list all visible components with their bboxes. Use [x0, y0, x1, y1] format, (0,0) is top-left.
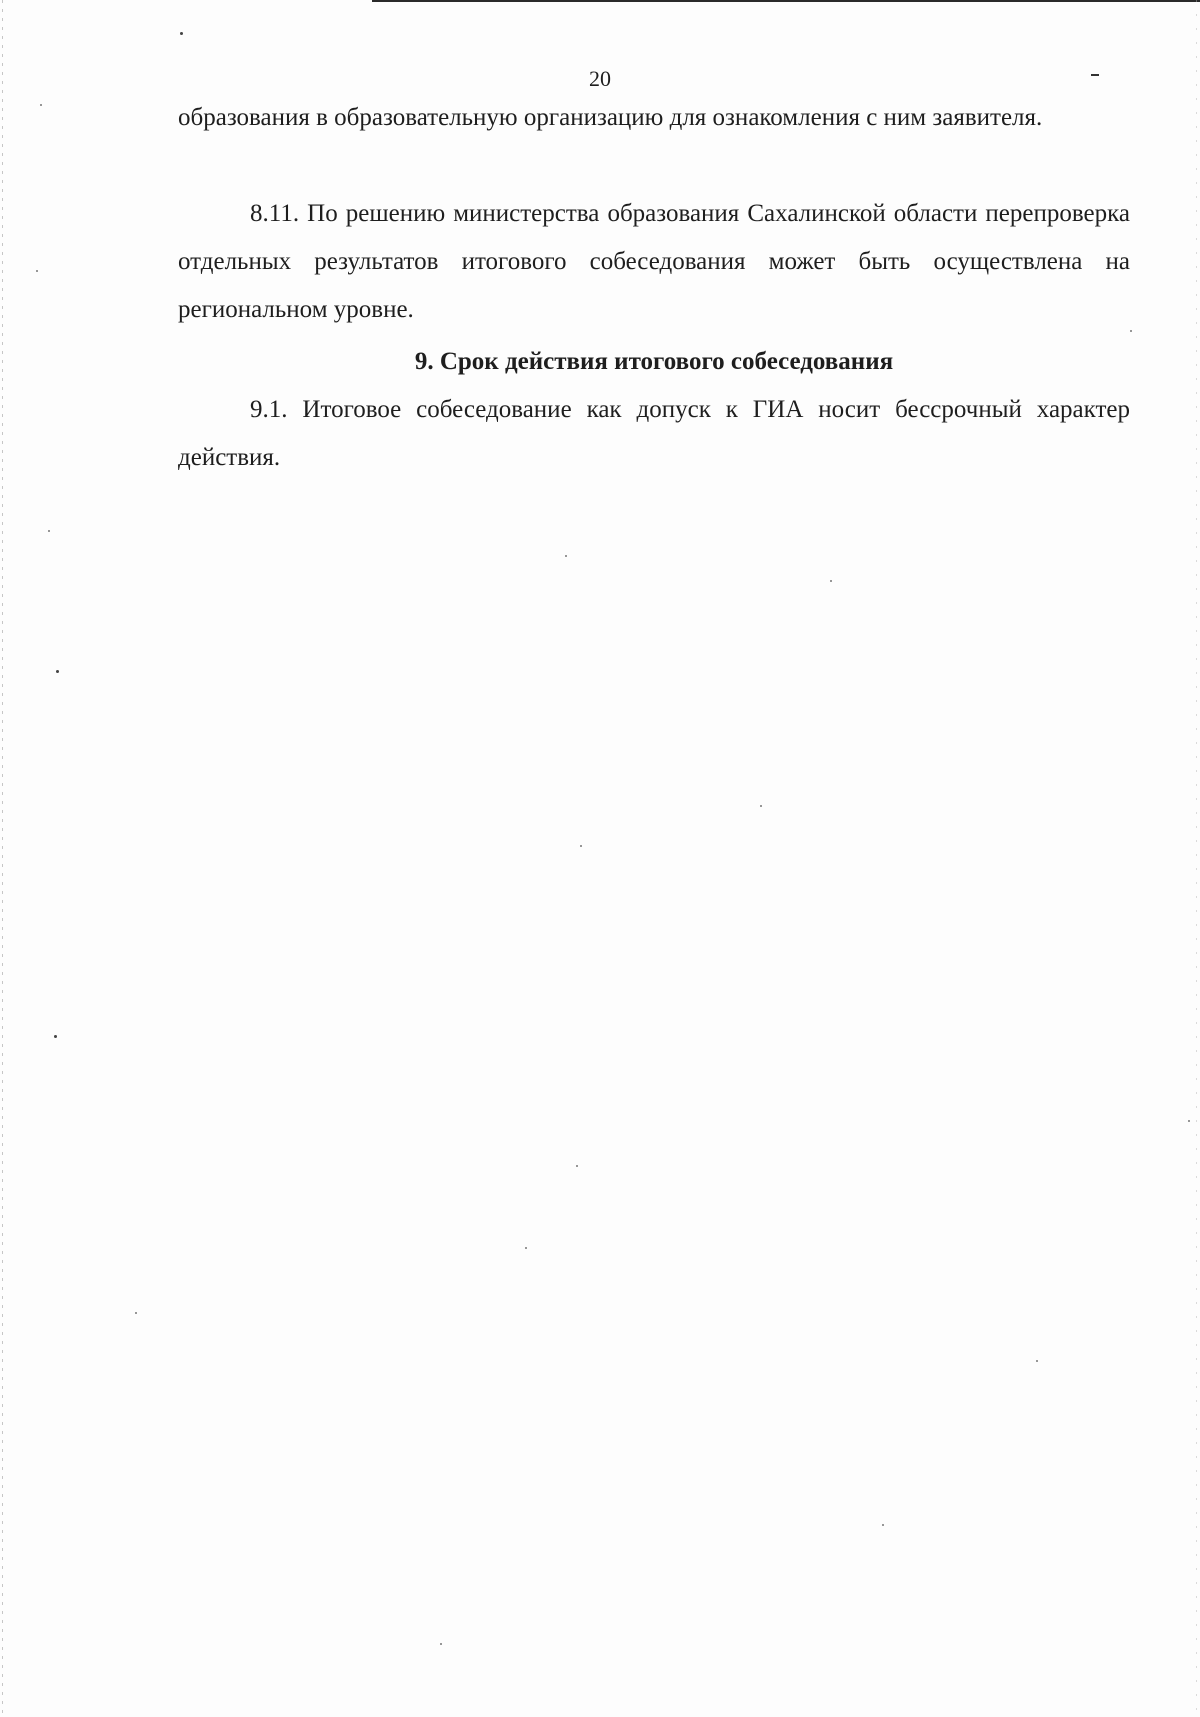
scan-speck	[36, 270, 38, 272]
paragraph-continuation: образования в образовательную организацию для ознакомления с ним заявителя.	[178, 104, 1043, 131]
scan-speck	[56, 670, 59, 673]
section-9-heading: 9. Срок действия итогового собеседования	[414, 348, 894, 375]
paragraph-8-11: 8.11. По решению министерства образования Сахалинской области перепроверка отдельных результатов итогового собеседования может быть осуществлена на региональном уровне.	[178, 200, 1130, 323]
scan-speck	[1130, 330, 1132, 332]
scan-top-border	[372, 0, 1200, 2]
scan-speck	[882, 1524, 884, 1526]
scan-speck	[760, 805, 762, 807]
scan-speck	[180, 32, 183, 35]
scan-speck	[1188, 1120, 1190, 1122]
scan-speck	[135, 1312, 137, 1314]
scan-mark	[1091, 74, 1099, 76]
scan-speck	[565, 555, 567, 557]
page-number: 20	[589, 66, 611, 91]
scan-speck	[525, 1247, 527, 1249]
scan-speck	[576, 1165, 578, 1167]
scan-speck	[830, 580, 832, 582]
scan-left-border	[2, 0, 3, 1717]
scan-speck	[40, 104, 42, 106]
scan-speck	[580, 845, 582, 847]
scan-right-border	[1196, 0, 1197, 1717]
scan-speck	[440, 1643, 442, 1645]
scan-speck	[1036, 1360, 1038, 1362]
paragraph-9-1: 9.1. Итоговое собеседование как допуск к ГИА носит бессрочный характер действия.	[178, 396, 1130, 471]
scan-speck	[48, 530, 50, 532]
scan-speck	[54, 1035, 57, 1038]
